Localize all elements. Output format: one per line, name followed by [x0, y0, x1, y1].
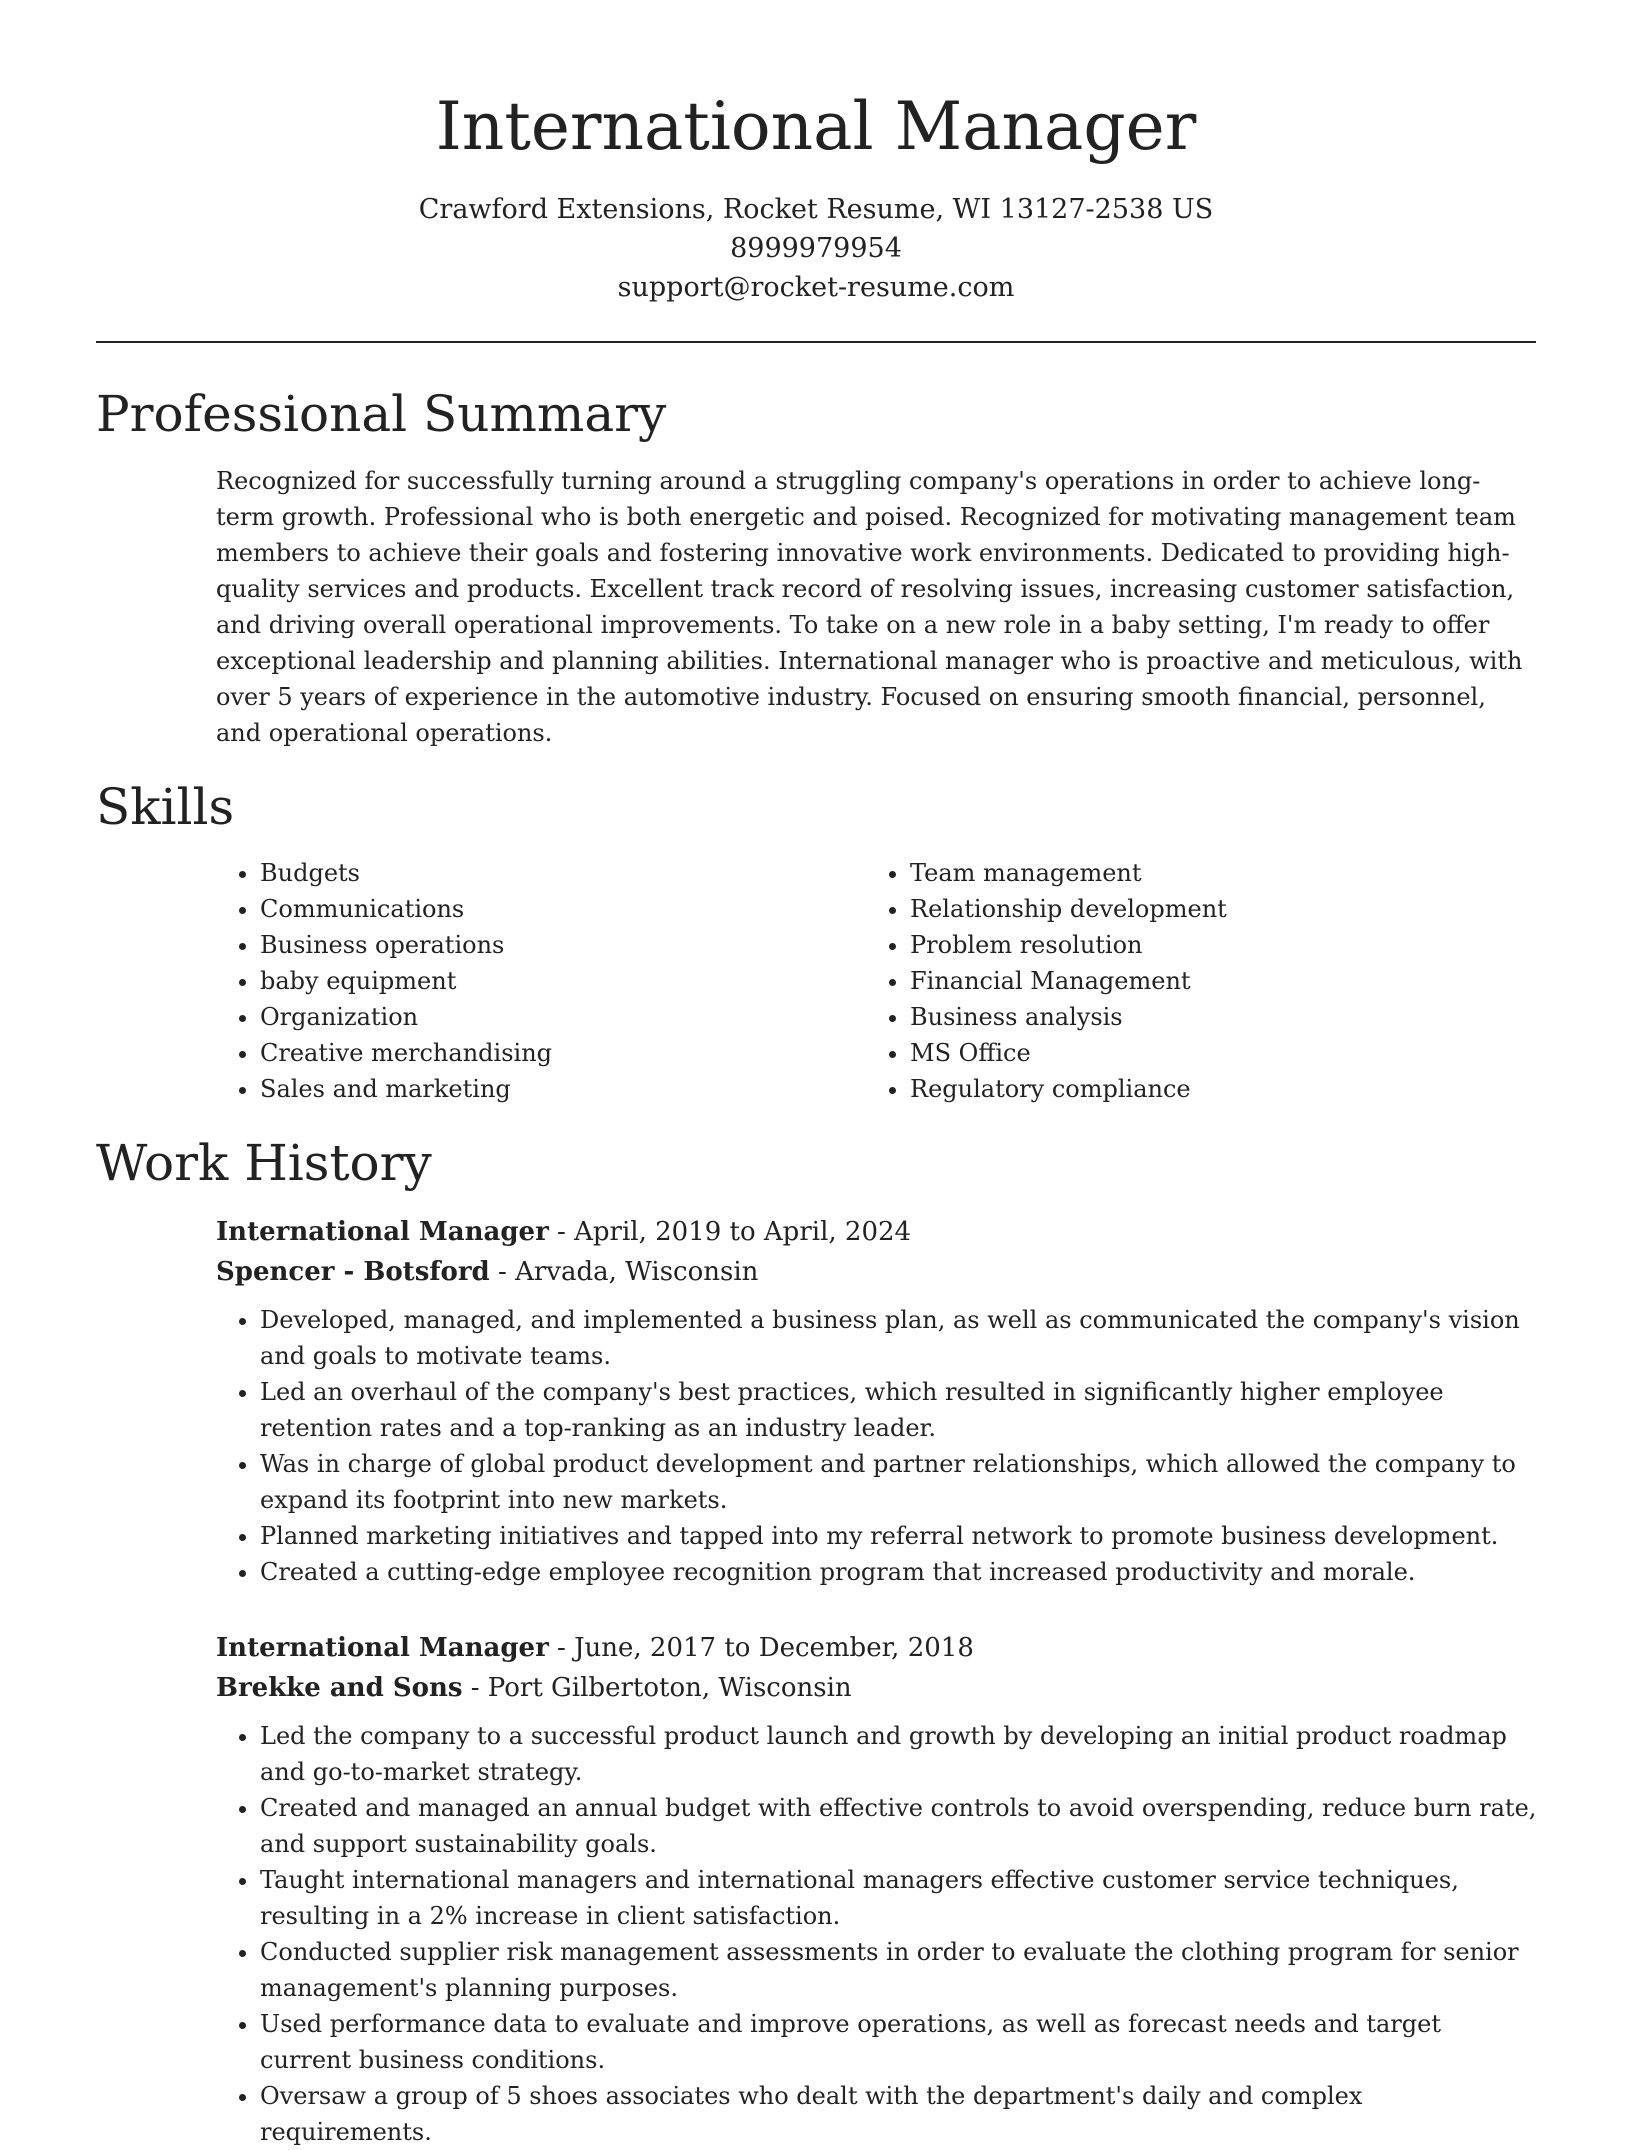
skill-item: • Team management	[910, 855, 1516, 891]
job-title-line	[216, 1628, 1538, 1668]
skill-item: • Organization	[260, 999, 866, 1035]
skill-item: • Problem resolution	[910, 927, 1516, 963]
job-bullets	[216, 1302, 1538, 1590]
job-dates: - June, 2017 to December, 2018	[548, 1633, 974, 1663]
skill-item: • Business operations	[260, 927, 866, 963]
job-bullet: • Developed, managed, and implemented a business plan, as well as communicated the company's vision and goals to motivate teams.	[260, 1302, 1538, 1374]
job-bullet: • Taught international managers and international managers effective customer service techniques, resulting in a 2% increase in client satisfaction.	[260, 1862, 1538, 1934]
section-title-skills: Skills	[96, 778, 235, 836]
job-location: - Port Gilbertoton, Wisconsin	[462, 1673, 852, 1703]
skill-item: • MS Office	[910, 1035, 1516, 1071]
job-company-line	[216, 1252, 1538, 1292]
section-title-work-history: Work History	[96, 1134, 432, 1192]
job-bullet: • Led the company to a successful product launch and growth by developing an initial product roadmap and go-to-market strategy.	[260, 1718, 1538, 1790]
skills-column-right	[866, 855, 1516, 1107]
candidate-name: International Manager	[435, 88, 1197, 165]
job-title: International Manager	[216, 1633, 549, 1663]
job-location: - Arvada, Wisconsin	[489, 1257, 759, 1287]
email-address: support@rocket-resume.com	[617, 272, 1015, 303]
job-bullet: • Led an overhaul of the company's best practices, which resulted in significantly higher employee retention rates and a top-ranking as an industry leader.	[260, 1374, 1538, 1446]
job-dates: - April, 2019 to April, 2024	[548, 1217, 912, 1247]
skill-item: • Budgets	[260, 855, 866, 891]
summary-text: Recognized for successfully turning around a struggling company's operations in order to achieve long-term growth. Professional who is both energetic and poised. Recognized for motivating management team members to achieve their goals and fostering innovative work environments. Dedicated to providing high-quality services and products. Excellent track record of resolving issues, increasing customer satisfaction, and driving overall operational improvements. To take on a new role in a baby setting, I'm ready to offer exceptional leadership and planning abilities. International manager who is proactive and meticulous, with over 5 years of experience in the automotive industry. Focused on ensuring smooth financial, personnel, and operational operations.	[216, 467, 1523, 747]
skills-list	[216, 855, 1536, 1107]
job-title: International Manager	[216, 1217, 549, 1247]
job-bullet: • Conducted supplier risk management assessments in order to evaluate the clothing program for senior management's planning purposes.	[260, 1934, 1538, 2006]
job-bullet: • Used performance data to evaluate and improve operations, as well as forecast needs and target current business conditions.	[260, 2006, 1538, 2078]
header-divider	[96, 341, 1536, 343]
skill-item: • Sales and marketing	[260, 1071, 866, 1107]
job-bullet: • Planned marketing initiatives and tapped into my referral network to promote business development.	[260, 1518, 1538, 1554]
job-company: Spencer - Botsford	[216, 1257, 490, 1287]
skill-item: • Business analysis	[910, 999, 1516, 1035]
job-title-line	[216, 1212, 1538, 1252]
job-entry	[216, 1212, 1538, 1590]
job-bullets	[216, 1718, 1538, 2150]
job-company-line	[216, 1668, 1538, 1708]
job-entry	[216, 1628, 1538, 2150]
job-bullet: • Oversaw a group of 5 shoes associates who dealt with the department's daily and complex requirements.	[260, 2078, 1538, 2150]
skill-item: • Financial Management	[910, 963, 1516, 999]
skill-item: • Communications	[260, 891, 866, 927]
job-company: Brekke and Sons	[216, 1673, 463, 1703]
phone-number: 8999979954	[730, 233, 902, 264]
skill-item: • baby equipment	[260, 963, 866, 999]
address-line: Crawford Extensions, Rocket Resume, WI 13127-2538 US	[418, 194, 1214, 225]
job-bullet: • Created and managed an annual budget with effective controls to avoid overspending, reduce burn rate, and support sustainability goals.	[260, 1790, 1538, 1862]
section-title-summary: Professional Summary	[96, 385, 667, 443]
resume-header	[96, 82, 1536, 307]
skill-item: • Regulatory compliance	[910, 1071, 1516, 1107]
skills-column-left	[216, 855, 866, 1107]
skill-item: • Creative merchandising	[260, 1035, 866, 1071]
skill-item: • Relationship development	[910, 891, 1516, 927]
job-bullet: • Was in charge of global product development and partner relationships, which allowed the company to expand its footprint into new markets.	[260, 1446, 1538, 1518]
job-bullet: • Created a cutting-edge employee recognition program that increased productivity and morale.	[260, 1554, 1538, 1590]
